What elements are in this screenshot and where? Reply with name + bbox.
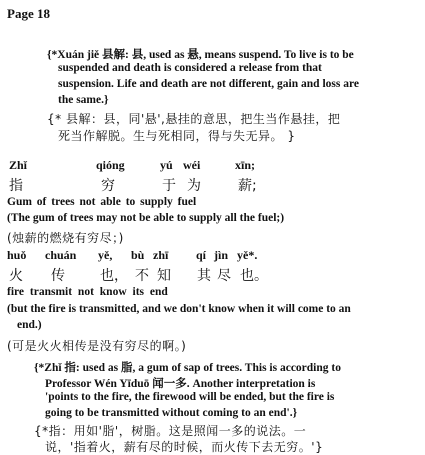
verse-2-pinyin: chuán <box>45 248 77 262</box>
verse-2-pinyin: jìn <box>214 248 229 262</box>
note-1-en-line: suspension. Life and death are not different, gain and loss are <box>58 78 359 90</box>
verse-1-modern-chinese: (烛薪的燃烧有穷尽；) <box>7 231 124 245</box>
verse-1-hanzi: 薪; <box>238 178 257 194</box>
verse-2-hanzi: 不 <box>135 268 149 284</box>
verse-2-hanzi: 知 <box>157 268 171 284</box>
verse-2-hanzi: 尽 <box>217 268 231 284</box>
verse-1-pinyin: Zhǐ <box>9 158 28 172</box>
verse-2-translation-line: (but the fire is transmitted, and we don't know when it will come to an <box>7 303 351 315</box>
note-2-en-line: {*Zhǐ 指: used as 脂, a gum of sap of trees. This is according to <box>34 362 341 374</box>
note-2-zh-line: 说，'指着火，薪有尽的时候，而火传下去无穷。'} <box>45 440 324 454</box>
verse-2-pinyin: bù <box>131 248 145 262</box>
verse-2-pinyin: yě, <box>98 248 113 262</box>
page-header: Page 18 <box>7 6 50 21</box>
verse-1-pinyin: qióng <box>96 158 125 172</box>
note-2-en-line: going to be transmitted without coming to an end'.} <box>45 407 298 419</box>
verse-2-pinyin: huǒ <box>7 248 27 262</box>
verse-1-hanzi: 于 <box>162 178 176 194</box>
verse-2-pinyin: qí <box>196 248 207 262</box>
verse-2-pinyin: yě*. <box>237 248 258 262</box>
note-1-en-line: suspended and death is considered a release from that <box>58 62 322 74</box>
verse-2-hanzi: 传 <box>51 268 65 284</box>
note-2-zh-line: {*指：用如'脂'，树脂。这是照闻一多的说法。一 <box>34 424 307 438</box>
verse-2-hanzi: 其 <box>197 268 211 284</box>
verse-1-hanzi: 指 <box>9 178 23 194</box>
verse-2-hanzi: 也， <box>100 268 128 284</box>
verse-1-pinyin: xīn; <box>235 158 256 172</box>
note-1-en-line: the same.} <box>58 94 109 106</box>
verse-2-translation-line: end.) <box>17 319 42 331</box>
verse-1-gloss: Gum of trees not able to supply fuel <box>7 196 197 208</box>
verse-2-modern-chinese: (可是火火相传是没有穷尽的啊。) <box>7 339 187 353</box>
note-1-zh-line: 死当作解脱。生与死相同，得与失无异。 } <box>58 129 296 143</box>
verse-2-gloss: fire transmit not know its end <box>7 286 168 298</box>
note-2-en-line: 'points to the fire, the firewood will be ended, but the fire is <box>45 391 335 403</box>
verse-1-pinyin: wéi <box>183 158 201 172</box>
verse-1-pinyin: yú <box>160 158 173 172</box>
note-1-zh-line: {* 县解：县，同'悬',悬挂的意思，把生当作悬挂，把 <box>47 112 341 126</box>
verse-2-hanzi: 也。 <box>240 268 268 284</box>
verse-1-hanzi: 为 <box>187 178 201 194</box>
verse-2-pinyin: zhī <box>153 248 169 262</box>
verse-2-hanzi: 火 <box>9 268 23 284</box>
note-1-en-line: {*Xuán jiě 县解: 县, used as 悬, means suspend. To live is to be <box>47 49 354 61</box>
verse-1-translation: (The gum of trees may not be able to supply all the fuel;) <box>7 212 285 224</box>
note-2-en-line: Professor Wén Yīduō 闻一多. Another interpretation is <box>45 378 316 390</box>
verse-1-hanzi: 穷 <box>101 178 115 194</box>
